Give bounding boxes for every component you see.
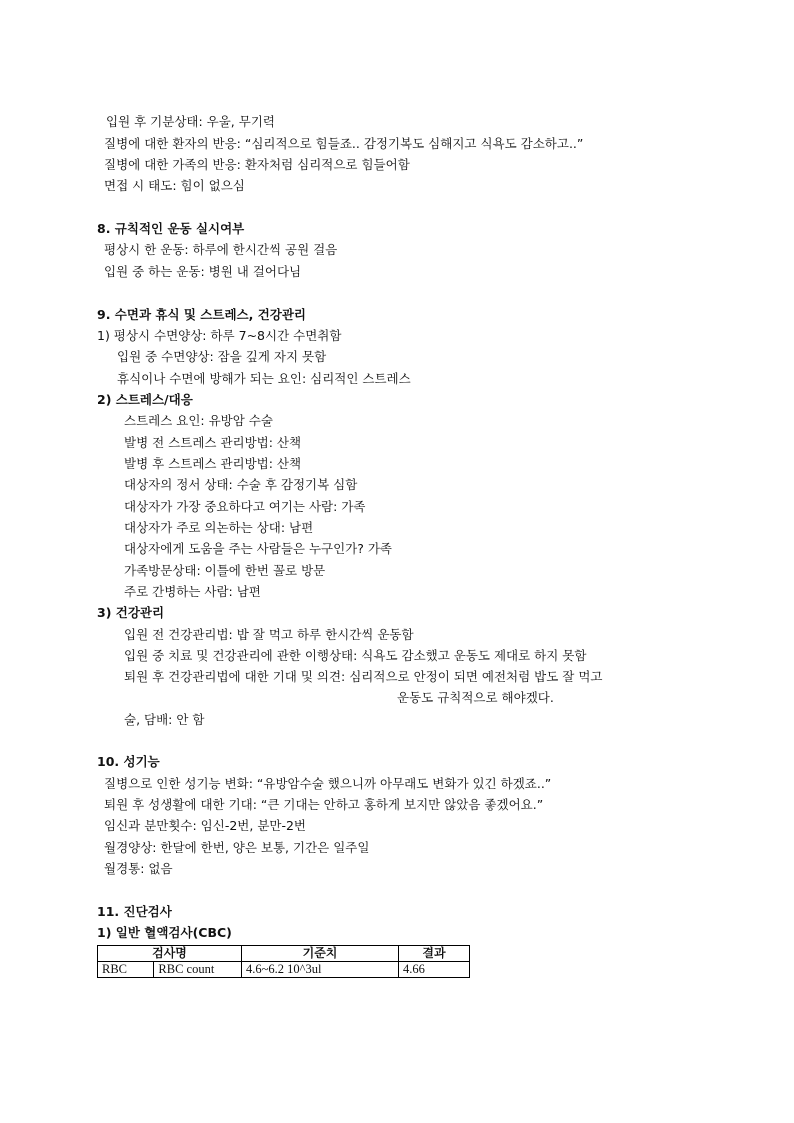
section-heading: 2) 스트레스/대응 xyxy=(97,392,193,407)
text-line: 술, 담배: 안 함 xyxy=(124,712,205,727)
text-line: 질병에 대한 가족의 반응: 환자처럼 심리적으로 힘들어함 xyxy=(104,157,410,172)
text-line: 면접 시 태도: 힘이 없으심 xyxy=(104,178,245,193)
cell-test-group: RBC xyxy=(98,962,154,978)
section-heading: 11. 진단검사 xyxy=(97,904,172,919)
cell-reference: 4.6~6.2 10^3ul xyxy=(242,962,399,978)
text-line: 입원 중 수면양상: 잠을 깊게 자지 못함 xyxy=(117,349,327,364)
text-line: 대상자가 주로 의논하는 상대: 남편 xyxy=(124,520,314,535)
text-line: 입원 후 기분상태: 우울, 무기력 xyxy=(106,114,275,129)
text-line: 운동도 규칙적으로 해야겠다. xyxy=(397,690,554,705)
text-line: 1) 평상시 수면양상: 하루 7~8시간 수면취함 xyxy=(97,328,342,343)
text-line: 가족방문상태: 이틀에 한번 꼴로 방문 xyxy=(124,563,326,578)
text-line: 입원 중 치료 및 건강관리에 관한 이행상태: 식욕도 감소했고 운동도 제대로 하지 못함 xyxy=(124,648,587,663)
text-line: 퇴원 후 건강관리법에 대한 기대 및 의견: 심리적으로 안정이 되면 예전처럼 밥도 잘 먹고 xyxy=(124,669,603,684)
text-line: 월경통: 없음 xyxy=(104,861,173,876)
header-result: 결과 xyxy=(399,946,470,962)
text-line: 월경양상: 한달에 한번, 양은 보통, 기간은 일주일 xyxy=(104,840,370,855)
section-heading: 1) 일반 혈액검사(CBC) xyxy=(97,925,232,940)
header-reference: 기준치 xyxy=(242,946,399,962)
text-line: 질병으로 인한 성기능 변화: “유방암수술 했으니까 아무래도 변화가 있긴 하겠죠..” xyxy=(104,776,552,791)
text-line: 발병 전 스트레스 관리방법: 산책 xyxy=(124,435,302,450)
text-line: 입원 중 하는 운동: 병원 내 걸어다님 xyxy=(104,264,302,279)
text-line: 스트레스 요인: 유방암 수술 xyxy=(124,413,273,428)
header-test-name: 검사명 xyxy=(98,946,242,962)
text-line: 질병에 대한 환자의 반응: “심리적으로 힘들죠.. 감정기복도 심해지고 식욕도 감소하고..” xyxy=(104,136,584,151)
text-line: 대상자에게 도움을 주는 사람들은 누구인가? 가족 xyxy=(124,541,393,556)
cbc-table xyxy=(97,945,470,978)
text-line: 퇴원 후 성생활에 대한 기대: “큰 기대는 안하고 홍하게 보지만 않았음 좋겠어요.” xyxy=(104,797,544,812)
section-heading: 8. 규칙적인 운동 실시여부 xyxy=(97,221,245,236)
table-header-row xyxy=(98,946,470,962)
text-line: 주로 간병하는 사람: 남편 xyxy=(124,584,261,599)
cell-test-item: RBC count xyxy=(154,962,242,978)
section-heading: 9. 수면과 휴식 및 스트레스, 건강관리 xyxy=(97,307,307,322)
table-row xyxy=(98,962,470,978)
cell-result: 4.66 xyxy=(399,962,470,978)
text-line: 대상자가 가장 중요하다고 여기는 사람: 가족 xyxy=(124,499,366,514)
text-line: 휴식이나 수면에 방해가 되는 요인: 심리적인 스트레스 xyxy=(117,371,411,386)
section-heading: 10. 성기능 xyxy=(97,754,160,769)
text-line: 임신과 분만횟수: 임신-2번, 분만-2번 xyxy=(104,818,307,833)
section-heading: 3) 건강관리 xyxy=(97,605,165,620)
text-line: 발병 후 스트레스 관리방법: 산책 xyxy=(124,456,302,471)
text-line: 평상시 한 운동: 하루에 한시간씩 공원 걸음 xyxy=(104,242,338,257)
text-line: 입원 전 건강관리법: 밥 잘 먹고 하루 한시간씩 운동함 xyxy=(124,627,414,642)
text-line: 대상자의 정서 상태: 수술 후 감정기복 심함 xyxy=(124,477,358,492)
